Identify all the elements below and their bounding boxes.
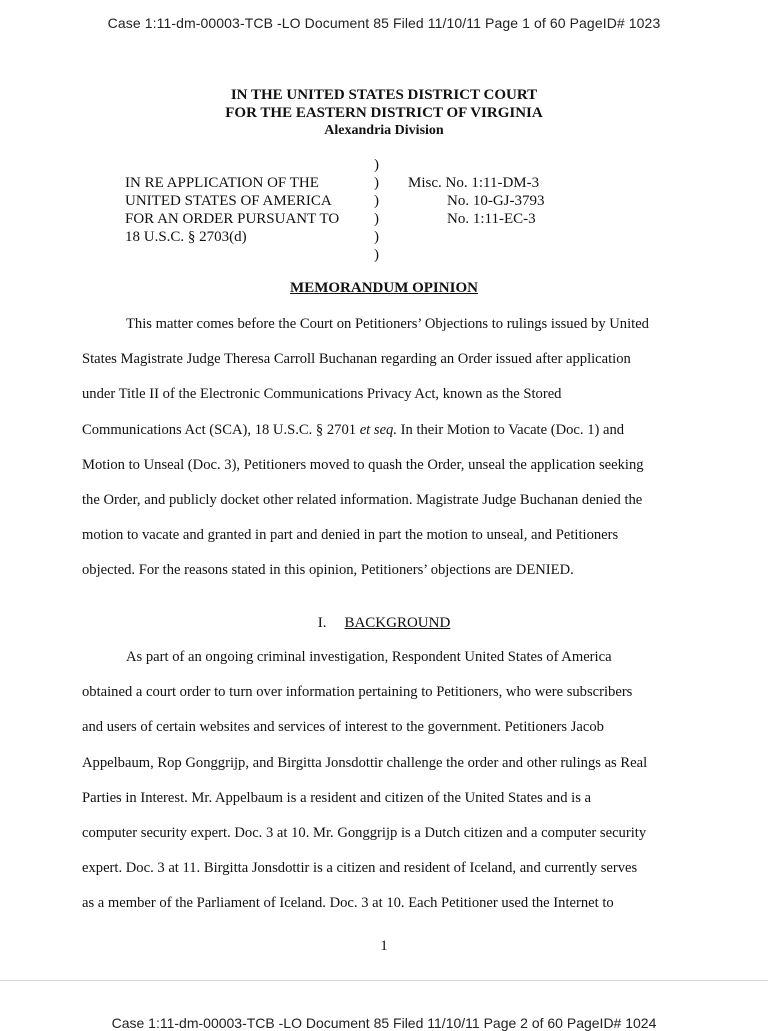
text-line: Motion to Unseal (Doc. 3), Petitioners moved to quash the Order, unseal the application seeking — [82, 456, 644, 473]
text-line: States Magistrate Judge Theresa Carroll Buchanan regarding an Order issued after application — [82, 351, 631, 368]
text-line: computer security expert. Doc. 3 at 10. Mr. Gonggrijp is a Dutch citizen and a computer security — [82, 825, 647, 842]
caption-paren: ) — [374, 175, 379, 191]
caption-line: UNITED STATES OF AMERICA — [125, 193, 332, 209]
caption-line: 18 U.S.C. § 2703(d) — [125, 229, 247, 245]
text-line: expert. Doc. 3 at 11. Birgitta Jonsdottir is a citizen and resident of Iceland, and currently serves — [82, 860, 638, 877]
paragraph-intro — [82, 307, 678, 589]
page-header-case-stamp: Case 1:11-dm-00003-TCB -LO Document 85 Filed 11/10/11 Page 1 of 60 PageID# 1023 — [107, 15, 661, 31]
text-line: the Order, and publicly docket other related information. Magistrate Judge Buchanan denied the — [82, 492, 643, 509]
ec-number: No. 1:11-EC-3 — [447, 211, 536, 227]
section-heading-background — [0, 615, 768, 632]
case-numbers — [408, 174, 545, 228]
text-line: obtained a court order to turn over information pertaining to Petitioners, who were subscribers — [82, 684, 633, 701]
caption-line: IN RE APPLICATION OF THE — [125, 175, 319, 191]
case-caption-title — [125, 174, 339, 246]
page-number: 1 — [380, 938, 388, 954]
text-line: This matter comes before the Court on Petitioners’ Objections to rulings issued by United — [126, 316, 649, 332]
text-line: objected. For the reasons stated in this opinion, Petitioners’ objections are DENIED. — [82, 562, 574, 579]
section-title: BACKGROUND — [344, 615, 451, 631]
text-line: motion to vacate and granted in part and denied in part the motion to unseal, and Petitioners — [82, 527, 619, 544]
court-line-2: FOR THE EASTERN DISTRICT OF VIRGINIA — [225, 105, 543, 121]
text-line: as a member of the Parliament of Iceland. Doc. 3 at 10. Each Petitioner used the Internet to — [82, 895, 614, 912]
text-line: Appelbaum, Rop Gonggrijp, and Birgitta Jonsdottir challenge the order and other rulings as Real — [82, 754, 648, 771]
et-seq-italic: et seq. — [359, 421, 397, 438]
paragraph-background — [82, 640, 678, 922]
section-number: I. — [317, 615, 327, 631]
caption-paren: ) — [374, 229, 379, 245]
text-span: In their Motion to Vacate (Doc. 1) and — [397, 421, 625, 438]
misc-number: Misc. No. 1:11-DM-3 — [408, 175, 540, 191]
court-heading — [0, 86, 768, 140]
text-line: As part of an ongoing criminal investigation, Respondent United States of America — [126, 649, 612, 665]
caption-paren: ) — [374, 157, 379, 173]
court-line-1: IN THE UNITED STATES DISTRICT COURT — [230, 87, 538, 103]
court-division: Alexandria Division — [324, 123, 444, 138]
page-divider — [0, 980, 768, 981]
document-title: MEMORANDUM OPINION — [290, 280, 478, 296]
text-line: under Title II of the Electronic Communications Privacy Act, known as the Stored — [82, 386, 562, 403]
text-span: Communications Act (SCA), 18 U.S.C. § 2701 — [82, 421, 360, 438]
next-page-header: Case 1:11-dm-00003-TCB -LO Document 85 Filed 11/10/11 Page 2 of 60 PageID# 1024 — [111, 1015, 657, 1031]
grand-jury-number: No. 10-GJ-3793 — [447, 193, 545, 209]
caption-paren: ) — [374, 247, 379, 263]
caption-line: FOR AN ORDER PURSUANT TO — [125, 211, 340, 227]
text-line: Parties in Interest. Mr. Appelbaum is a resident and citizen of the United States and is a — [82, 789, 592, 806]
caption-divider-parens — [374, 156, 379, 264]
caption-paren: ) — [374, 211, 379, 227]
text-line: and users of certain websites and services of interest to the government. Petitioners Jacob — [82, 719, 604, 736]
caption-paren: ) — [374, 193, 379, 209]
text-line — [82, 413, 678, 448]
